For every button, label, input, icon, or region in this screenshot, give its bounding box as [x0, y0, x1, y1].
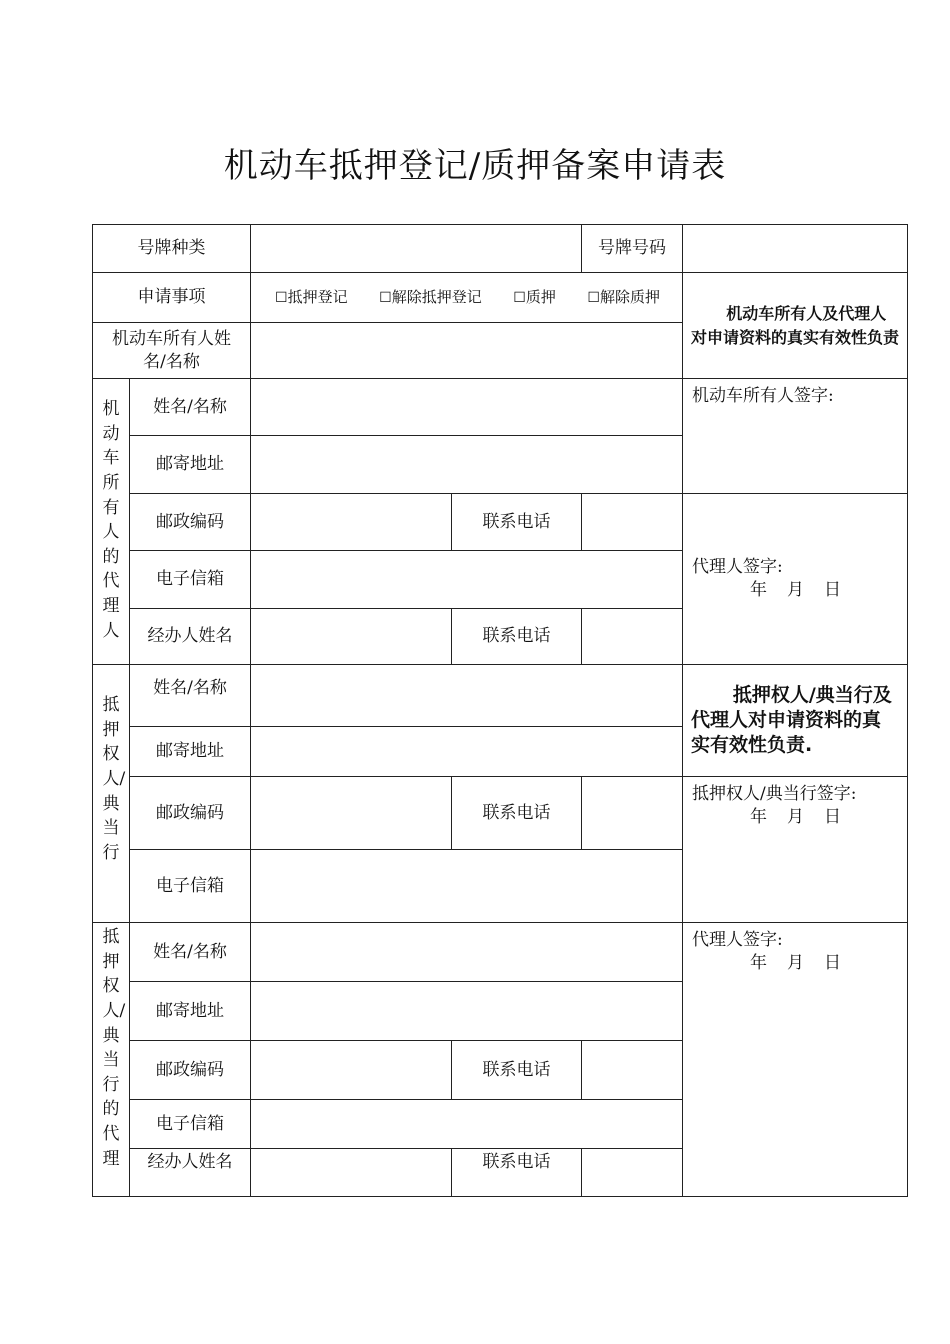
owner-agent-email-label: 电子信箱 — [130, 551, 251, 609]
owner-agent-address-label: 邮寄地址 — [130, 436, 251, 494]
owner-agent-handler-field[interactable] — [251, 609, 452, 665]
mortgagee-name-label: 姓名/名称 — [130, 665, 251, 727]
mortgagee-agent-email-label: 电子信箱 — [130, 1100, 251, 1149]
option-mortgage-registration[interactable]: ☐ 抵押登记 — [275, 287, 348, 308]
mortgagee-responsibility-note: 抵押权人/典当行及代理人对申请资料的真实有效性负责. — [683, 665, 908, 777]
owner-agent-postcode-field[interactable] — [251, 494, 452, 551]
owner-agent-handler-label: 经办人姓名 — [130, 609, 251, 665]
mortgagee-agent-postcode-field[interactable] — [251, 1041, 452, 1100]
application-item-label: 申请事项 — [93, 273, 251, 323]
mortgagee-address-field[interactable] — [251, 727, 683, 777]
mortgagee-email-field[interactable] — [251, 850, 683, 923]
mortgagee-agent-phone-field[interactable] — [582, 1041, 683, 1100]
owner-agent-postcode-label: 邮政编码 — [130, 494, 251, 551]
owner-signature-cell[interactable]: 机动车所有人签字: — [683, 379, 908, 494]
owner-agent-address-field[interactable] — [251, 436, 683, 494]
mortgagee-postcode-field[interactable] — [251, 777, 452, 850]
plate-type-label: 号牌种类 — [93, 225, 251, 273]
owner-agent-name-label: 姓名/名称 — [130, 379, 251, 436]
mortgagee-agent-name-field[interactable] — [251, 923, 683, 982]
owner-agent-name-field[interactable] — [251, 379, 683, 436]
mortgagee-agent-address-field[interactable] — [251, 982, 683, 1041]
mortgagee-agent-handler-field[interactable] — [251, 1149, 452, 1197]
mortgagee-agent-postcode-label: 邮政编码 — [130, 1041, 251, 1100]
mortgagee-phone-label: 联系电话 — [452, 777, 582, 850]
owner-responsibility-note: 机动车所有人及代理人对申请资料的真实有效性负责 — [683, 273, 908, 379]
option-release-pledge[interactable]: ☐ 解除质押 — [587, 287, 660, 308]
page-title: 机动车抵押登记/质押备案申请表 — [223, 146, 727, 186]
mortgagee-phone-field[interactable] — [582, 777, 683, 850]
mortgagee-signature-cell[interactable]: 抵押权人/典当行签字: 年 月 日 — [683, 777, 908, 923]
mortgagee-name-field[interactable] — [251, 665, 683, 727]
application-options — [251, 273, 683, 323]
owner-agent-phone-field[interactable] — [582, 494, 683, 551]
section-mortgagee-agent: 抵押权人/典当行的代理 — [93, 923, 130, 1197]
owner-name-field[interactable] — [251, 323, 683, 379]
mortgagee-agent-handler-label: 经办人姓名 — [130, 1149, 251, 1197]
plate-type-field[interactable] — [251, 225, 582, 273]
owner-agent-email-field[interactable] — [251, 551, 683, 609]
mortgagee-agent-name-label: 姓名/名称 — [130, 923, 251, 982]
agent-signature-cell[interactable]: 代理人签字: 年 月 日 — [683, 494, 908, 665]
owner-agent-phone-label: 联系电话 — [452, 494, 582, 551]
mortgagee-agent-signature-cell[interactable]: 代理人签字: 年 月 日 — [683, 923, 908, 1197]
option-pledge[interactable]: ☐ 质押 — [513, 287, 556, 308]
mortgagee-agent-address-label: 邮寄地址 — [130, 982, 251, 1041]
mortgagee-agent-handler-phone-field[interactable] — [582, 1149, 683, 1197]
mortgagee-address-label: 邮寄地址 — [130, 727, 251, 777]
plate-number-field[interactable] — [683, 225, 908, 273]
mortgagee-email-label: 电子信箱 — [130, 850, 251, 923]
mortgagee-agent-phone-label: 联系电话 — [452, 1041, 582, 1100]
owner-agent-handler-phone-label: 联系电话 — [452, 609, 582, 665]
option-release-mortgage[interactable]: ☐ 解除抵押登记 — [379, 287, 482, 308]
mortgagee-agent-handler-phone-label: 联系电话 — [452, 1149, 582, 1197]
application-form-table — [92, 224, 908, 1197]
owner-agent-handler-phone-field[interactable] — [582, 609, 683, 665]
section-mortgagee: 抵押权人/典当行 — [93, 665, 130, 923]
owner-name-label: 机动车所有人姓名/名称 — [93, 323, 251, 379]
plate-number-label: 号牌号码 — [582, 225, 683, 273]
mortgagee-agent-email-field[interactable] — [251, 1100, 683, 1149]
section-owner-agent: 机动车所有人的代理人 — [93, 379, 130, 665]
mortgagee-postcode-label: 邮政编码 — [130, 777, 251, 850]
